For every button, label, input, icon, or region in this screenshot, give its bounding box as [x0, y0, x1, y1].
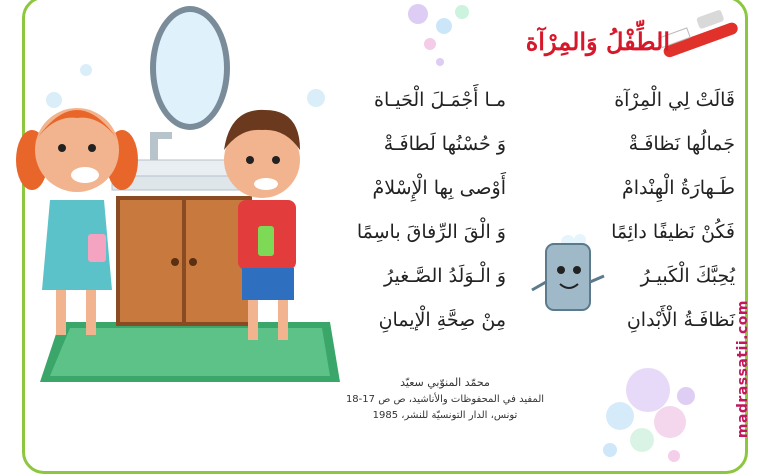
poem-line: مِنْ صِحَّةِ الْإيمانِ [378, 309, 506, 331]
poem-line: مـا أَجْمَـلَ الْحَيـاة [374, 89, 506, 111]
poem-title-block [470, 22, 670, 62]
poem-line: يُحِبَّكَ الْكَبيـرُ [640, 265, 735, 287]
soap-mascot-icon [528, 232, 608, 322]
bubbles-decoration-top [400, 0, 480, 80]
poem-title: الطِّفْلُ وَالمِرْآة [525, 27, 670, 56]
poem-line: قَالَتْ لِي الْمِرْآة [614, 89, 735, 111]
poem-credits [330, 374, 560, 424]
bubbles-decoration-bottom [590, 360, 710, 470]
poem-line: نَظافَـةُ الْأَبْدانِ [626, 309, 735, 331]
publisher-info: تونس، الدار التونسيّة للنشر، 1985 [372, 410, 518, 421]
watermark-text: madrassatii.com [735, 300, 751, 439]
poem-line: أَوْصى بِها الْإِسْلامْ [372, 177, 506, 199]
source-reference: المفيد في المحفوظات والأناشيد، ص ص 17-18 [345, 394, 545, 405]
author-name: محمّد المنوّبي سعيّد [400, 376, 490, 389]
watermark [735, 300, 757, 460]
poem-line: وَ الْقَ الرِّفاقَ باسِمًا [356, 221, 506, 243]
poem-line: وَ حُسْنُها لَطافَـةْ [383, 133, 506, 155]
poem-line: طَـهارَةُ الْهِنْدامْ [622, 177, 735, 199]
poem-line: فَكُنْ نَظيفًا دائِمًا [611, 221, 735, 243]
poem-line: جَمالُها نَظافَـةْ [628, 133, 735, 155]
children-mirror-illustration [0, 0, 360, 400]
poem-line: وَ الْـوَلَدُ الصَّـغيرُ [384, 265, 506, 287]
poem-column-left [318, 78, 506, 342]
